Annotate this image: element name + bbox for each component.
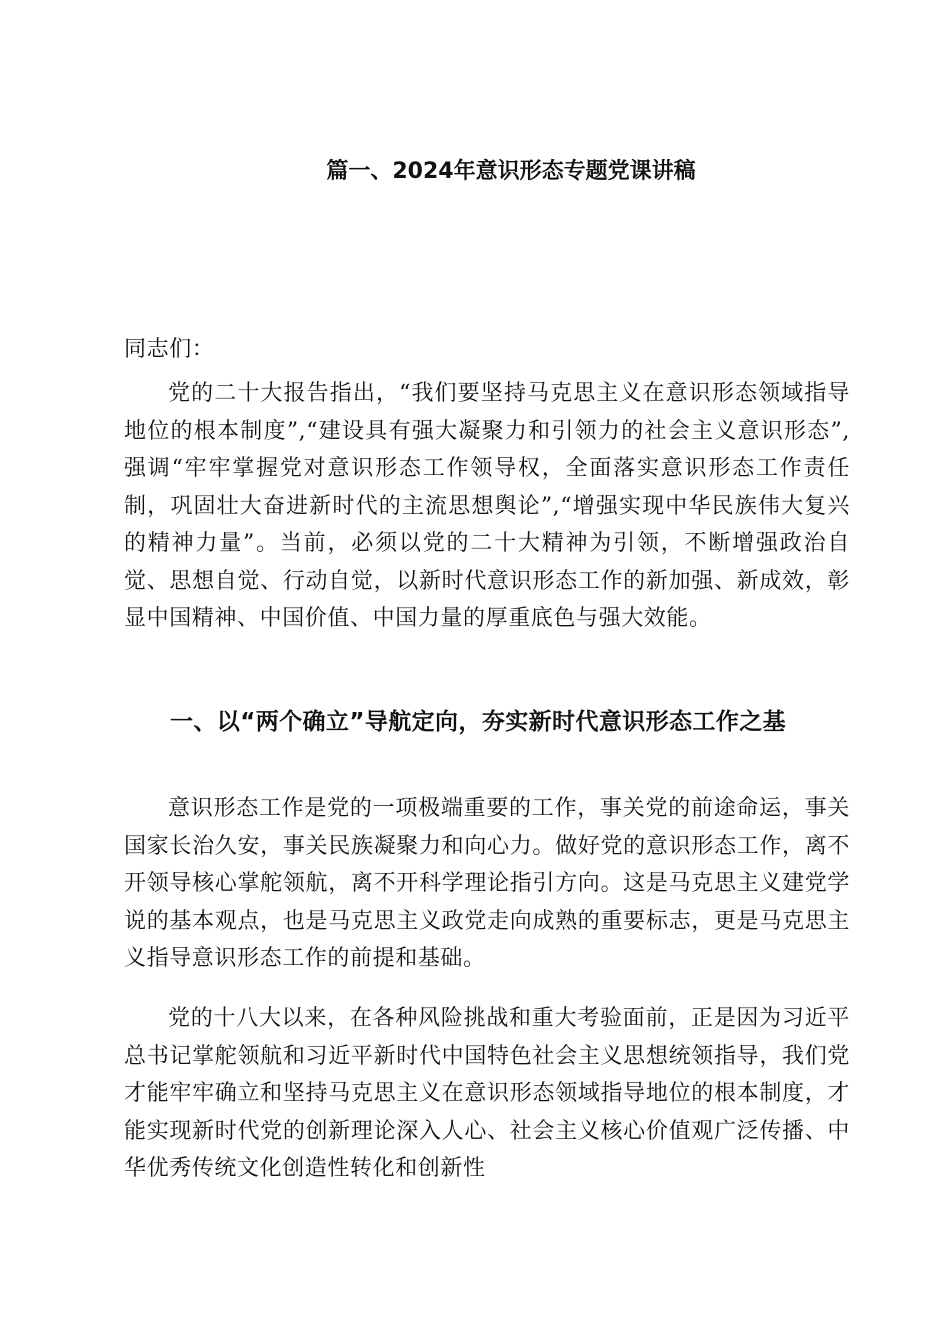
paragraph-intro: 党的二十大报告指出，“我们要坚持马克思主义在意识形态领域指导地位的根本制度”,“建设具有强大凝聚力和引领力的社会主义意识形态”,强调“牢牢掌握党对意识形态工作领导权，全面落实意识形态工作责任制，巩固壮大奋进新时代的主流思想舆论”,“增强实现中华民族伟大复兴的精神力量”。当前，必须以党的二十大精神为引领，不断增强政治自觉、思想自觉、行动自觉，以新时代意识形态工作的新加强、新成效，彰显中国精神、中国价值、中国力量的厚重底色与强大效能。 <box>124 381 850 631</box>
paragraph-section1-b: 党的十八大以来，在各种风险挑战和重大考验面前，正是因为习近平总书记掌舵领航和习近平新时代中国特色社会主义思想统领指导，我们党才能牢牢确立和坚持马克思主义在意识形态领域指导地位的根本制度，才能实现新时代党的创新理论深入人心、社会主义核心价值观广泛传播、中华优秀传统文化创造性转化和创新性 <box>124 1006 850 1181</box>
salutation: 同志们： <box>124 337 215 362</box>
paragraph-section1-a: 意识形态工作是党的一项极端重要的工作，事关党的前途命运，事关国家长治久安，事关民族凝聚力和向心力。做好党的意识形态工作，离不开领导核心掌舵领航，离不开科学理论指引方向。这是马克思主义建党学说的基本观点，也是马克思主义政党走向成熟的重要标志，更是马克思主义指导意识形态工作的前提和基础。 <box>124 796 850 971</box>
section-heading-1: 一、以“两个确立”导航定向，夯实新时代意识形态工作之基 <box>170 709 787 735</box>
document-title: 篇一、2024年意识形态专题党课讲稿 <box>326 159 696 184</box>
